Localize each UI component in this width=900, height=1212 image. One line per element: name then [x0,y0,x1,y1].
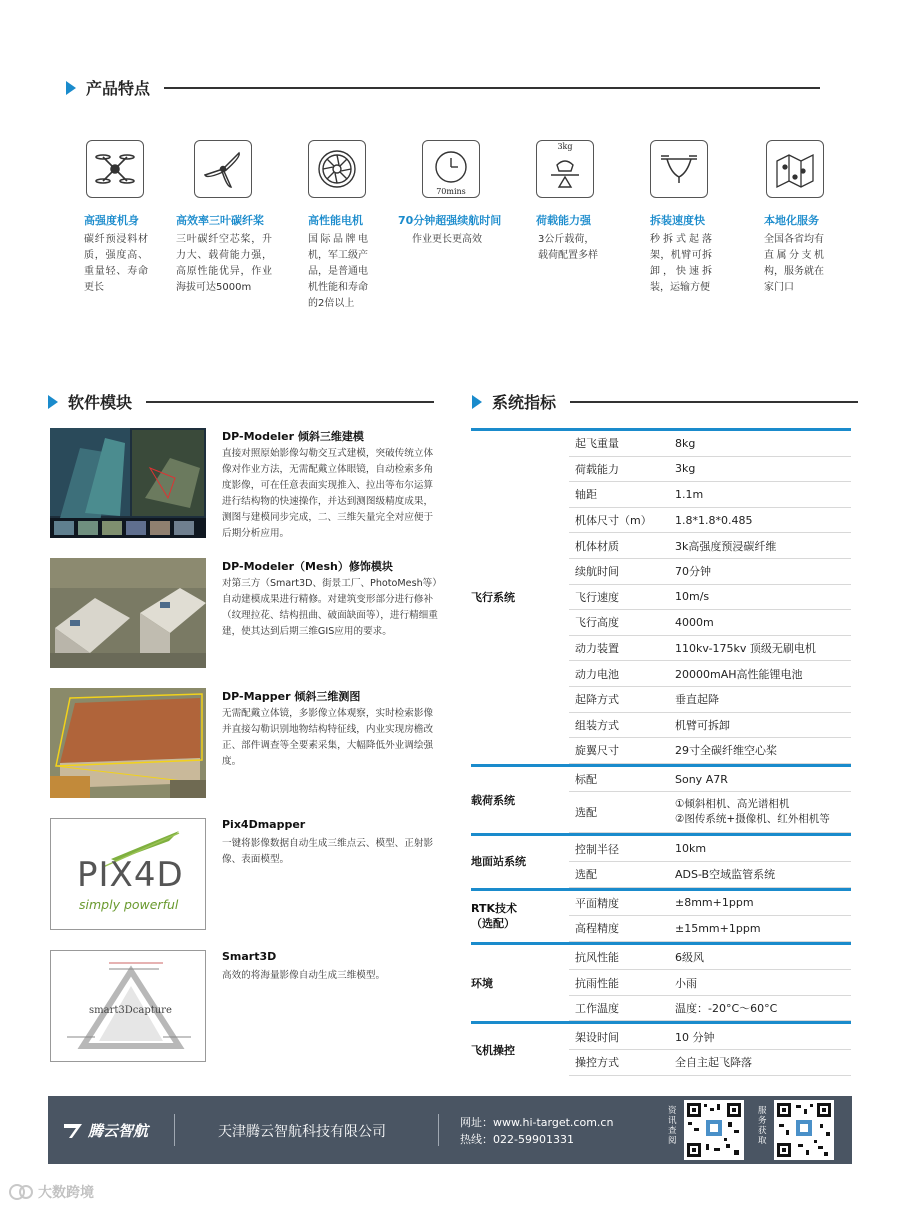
spec-key: 工作温度 [575,1002,619,1016]
brand-name: 腾云智航 [88,1122,149,1140]
spec-value: 4000m [675,615,714,629]
spec-row [569,1024,851,1050]
spec-key: 组装方式 [575,718,619,732]
spec-group-label: 飞机操控 [471,1043,515,1057]
spec-row [569,891,851,917]
feature-title: 高效率三叶碳纤桨 [176,214,264,227]
spec-group [471,764,851,834]
spec-row [569,559,851,585]
spec-key: 动力电池 [575,667,619,681]
qr1-label: 资讯查阅 [668,1106,677,1146]
software-section-header [48,390,434,413]
spec-key: 抗雨性能 [575,976,619,990]
spec-row [569,661,851,687]
section-title: 软件模块 [68,393,133,412]
spec-group-label: 地面站系统 [471,855,526,869]
spec-row [569,713,851,739]
module-desc: 一键将影像数据自动生成三维点云、模型、正射影像、表面模型。 [222,838,434,865]
spec-key: 平面精度 [575,896,619,910]
footer-divider [438,1114,439,1146]
spec-value: 垂直起降 [675,693,719,707]
spec-key: 飞行速度 [575,590,619,604]
section-divider [570,401,858,403]
spec-row [569,533,851,559]
spec-value: 6级风 [675,950,704,964]
company-name: 天津腾云智航科技有限公司 [218,1124,386,1140]
qr-code-news[interactable] [684,1100,744,1160]
spec-group [471,1021,851,1075]
spec-key: 荷载能力 [575,462,619,476]
spec-value: 1.8*1.8*0.485 [675,513,753,527]
propeller-icon [194,140,252,198]
spec-row [569,610,851,636]
spec-row [569,1050,851,1076]
qr-code-icon [684,1100,744,1160]
feature-title: 荷载能力强 [536,214,591,227]
spec-row [569,636,851,662]
specs-section-header [472,390,858,413]
pix4d-logo [50,818,206,930]
spec-value: 70分钟 [675,565,711,579]
spec-value: 全自主起飞降落 [675,1056,752,1070]
website[interactable]: 网址：www.hi-target.com.cn [460,1116,614,1129]
spec-row [569,687,851,713]
spec-value: 1.1m [675,487,704,501]
spec-row [569,970,851,996]
spec-key: 控制半径 [575,842,619,856]
smart3d-logo [50,950,206,1062]
feature-title: 拆装速度快 [650,214,705,227]
watermark [8,1182,94,1202]
spec-value: 机臂可拆卸 [675,718,730,732]
spec-group [471,888,851,942]
map-icon [766,140,824,198]
watermark-text: 大数跨境 [38,1185,94,1201]
spec-table [471,428,851,1076]
footer-bar [48,1096,852,1164]
section-divider [146,401,434,403]
spec-key: 架设时间 [575,1030,619,1044]
spec-row [569,767,851,793]
feature-item [520,140,620,261]
spec-group [471,942,851,1022]
spec-row [569,482,851,508]
brand-logo [64,1120,148,1141]
spec-group-label: 环境 [471,976,493,990]
pix4d-tagline: simply powerful [79,897,179,912]
section-arrow-icon [66,81,76,95]
spec-value: 3kg [675,462,696,476]
spec-value: 8kg [675,436,696,450]
spec-key: 飞行高度 [575,616,619,630]
spec-value: 小雨 [675,976,697,990]
module-desc: 高效的将海量影像自动生成三维模型。 [222,970,386,981]
section-divider [164,87,820,89]
module-title: Pix4Dmapper [222,818,306,831]
spec-group [471,428,851,764]
feature-desc: 作业更长更高效 [412,234,482,245]
qr-code-icon [774,1100,834,1160]
section-title: 系统指标 [492,393,557,412]
spec-key: 操控方式 [575,1056,619,1070]
spec-key: 动力装置 [575,642,619,656]
spec-value: 3k高强度预浸碳纤维 [675,539,777,553]
hotline: 热线：022-59901331 [460,1133,574,1146]
feature-title: 本地化服务 [764,214,819,227]
spec-group-label: 飞行系统 [471,590,515,604]
feature-title: 高强度机身 [84,214,139,227]
module-desc: 对第三方（Smart3D、街景工厂、PhotoMesh等）自动建模成果进行精修。对建筑变形部分进行修补（纹理拉花、结构扭曲、破面缺面等），进行精细重建，使其达到后期三维GIS应用的要求。 [222,578,438,637]
mapper-rooftop-image [50,688,206,798]
smart3d-logo-text: smart3Dcapture [89,1005,172,1016]
spec-value: 29寸全碳纤维空心桨 [675,744,777,758]
brand-mark-icon [64,1122,84,1140]
motor-icon [308,140,366,198]
spec-value: ±15mm+1ppm [675,921,761,935]
spec-group-label: RTK技术 （选配） [471,902,518,931]
feature-item [760,140,860,293]
spec-row [569,431,851,457]
spec-row [569,585,851,611]
spec-value: Sony A7R [675,772,728,786]
feature-item [398,140,502,245]
qr-code-service[interactable] [774,1100,834,1160]
spec-row [569,916,851,942]
feature-desc: 3公斤载荷，载荷配置多样 [538,234,598,261]
spec-value: 温度：-20°C～60°C [675,1002,778,1016]
spec-row [569,862,851,888]
module-title: DP-Mapper 倾斜三维测图 [222,690,361,703]
spec-key: 标配 [575,773,597,787]
spec-row [569,457,851,483]
qr2-label: 服务获取 [758,1106,767,1146]
spec-row [569,996,851,1022]
module-title: Smart3D [222,950,277,963]
feature-desc: 国际品牌电机，军工级产品，是普通电机性能和寿命的2倍以上 [308,234,368,309]
feature-item [176,140,276,293]
spec-key: 机体尺寸（m） [575,514,652,528]
feature-desc: 秒拆式起落架，机臂可拆卸，快速拆装，运输方便 [650,234,712,293]
section-title: 产品特点 [86,79,151,98]
spec-key: 机体材质 [575,539,619,553]
module-desc: 无需配戴立体镜，多影像立体观察，实时检索影像并直接勾勒识别地物结构特征线，内业实现房檐改正、部件调查等全要素采集，大幅降低外业调绘强度。 [222,708,434,767]
feature-title: 高性能电机 [308,214,363,227]
feature-desc: 碳纤预浸料材质，强度高、重量轻、寿命更长 [84,234,148,293]
watermark-logo-icon [8,1183,34,1201]
footer-divider [174,1114,175,1146]
feature-item [644,140,744,293]
spec-group-label: 载荷系统 [471,793,515,807]
spec-value: 10 分钟 [675,1030,715,1044]
spec-key: 旋翼尺寸 [575,744,619,758]
module-title: DP-Modeler（Mesh）修饰模块 [222,560,393,573]
mesh-buildings-image [50,558,206,668]
spec-row [569,945,851,971]
spec-key: 起降方式 [575,693,619,707]
icon-label: 70mins [436,187,466,196]
icon-label: 3kg [557,142,573,151]
spec-value: ①倾斜相机、高光谱相机 ②图传系统+摄像机、红外相机等 [675,798,830,826]
feature-item [292,140,392,309]
pix4d-logo-text: PIX4D [77,855,184,895]
spec-value: ±8mm+1ppm [675,896,754,910]
spec-row [569,792,851,833]
section-arrow-icon [472,395,482,409]
feature-desc: 全国各省均有直属分支机构，服务就在家门口 [764,234,824,293]
spec-key: 续航时间 [575,565,619,579]
features-section-header [66,76,820,99]
clock-icon [422,140,480,198]
spec-key: 选配 [575,868,597,882]
spec-value: 10m/s [675,590,710,604]
feature-item [80,140,180,293]
feature-title: 70分钟超强续航时间 [398,214,502,227]
dp-modeler-screenshot [50,428,206,538]
module-title: DP-Modeler 倾斜三维建模 [222,430,364,443]
folding-arm-icon [650,140,708,198]
quadcopter-icon [86,140,144,198]
spec-row [569,738,851,764]
feature-desc: 三叶碳纤空芯桨，升力大、载荷能力强，高原性能优异，作业海拔可达5000m [176,234,272,293]
spec-key: 起飞重量 [575,437,619,451]
spec-row [569,836,851,862]
spec-group [471,833,851,887]
spec-key: 抗风性能 [575,950,619,964]
spec-value: ADS-B空域监管系统 [675,868,776,882]
spec-key: 轴距 [575,488,597,502]
spec-value: 10km [675,842,707,856]
scale-icon [536,140,594,198]
spec-key: 高程精度 [575,922,619,936]
spec-value: 20000mAH高性能锂电池 [675,667,803,681]
spec-value: 110kv-175kv 顶级无刷电机 [675,642,816,656]
spec-key: 选配 [575,806,597,820]
section-arrow-icon [48,395,58,409]
spec-row [569,508,851,534]
module-desc: 直接对照原始影像勾勒交互式建模，突破传统立体像对作业方法，无需配戴立体眼镜，自动检索多角度影像，可在任意表面实现推入、拉出等布尔运算进行结构物的快速操作，并达到测图级精度成果，测图与建模同步完成，二、三维矢量完全对应便于后期分析应用。 [222,448,434,539]
